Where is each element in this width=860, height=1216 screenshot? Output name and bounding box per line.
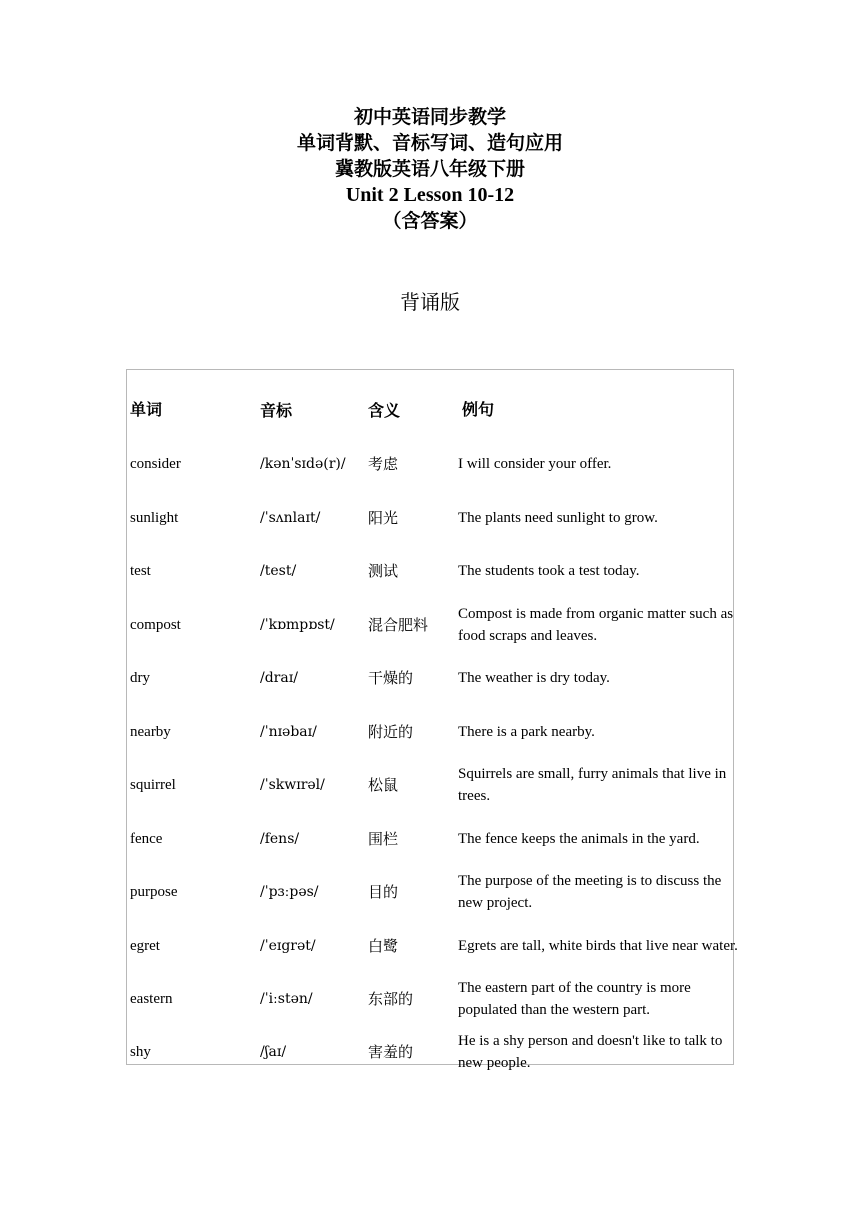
ipa-cell: /ˈsʌnlaɪt/ <box>260 510 321 526</box>
table-row <box>127 544 733 598</box>
meaning-cell: 考虑 <box>368 455 399 473</box>
meaning-cell: 混合肥料 <box>368 616 429 634</box>
word-cell: purpose <box>130 884 178 900</box>
table-row <box>127 1025 733 1079</box>
header-word: 单词 <box>130 402 163 419</box>
word-cell: dry <box>130 670 150 686</box>
ipa-cell: /ˈiːstən/ <box>260 991 313 1007</box>
meaning-cell: 害羞的 <box>368 1043 414 1061</box>
word-cell: shy <box>130 1044 151 1060</box>
ipa-cell: /ʃaɪ/ <box>260 1044 287 1060</box>
title-line-4: Unit 2 Lesson 10-12 <box>345 184 515 206</box>
word-cell: nearby <box>130 724 171 740</box>
word-cell: eastern <box>130 991 173 1007</box>
title-line-3: 冀教版英语八年级下册 <box>334 158 525 180</box>
ipa-cell: /draɪ/ <box>260 670 298 686</box>
meaning-cell: 目的 <box>368 883 399 901</box>
meaning-cell: 干燥的 <box>368 669 414 687</box>
word-cell: consider <box>130 456 181 472</box>
example-cell: The weather is dry today. <box>458 670 610 686</box>
ipa-cell: /ˈskwɪrəl/ <box>260 777 325 793</box>
section-subtitle: 背诵版 <box>400 290 460 314</box>
meaning-cell: 松鼠 <box>368 776 399 794</box>
example-cell: The fence keeps the animals in the yard. <box>458 831 700 847</box>
table-header-row <box>127 384 733 438</box>
table-row <box>127 865 733 919</box>
table-row <box>127 812 733 866</box>
word-cell: egret <box>130 938 160 954</box>
example-cell: The purpose of the meeting is to discuss the new project. <box>458 873 722 911</box>
vocab-table <box>126 369 738 1071</box>
example-cell: The plants need sunlight to grow. <box>458 510 658 526</box>
table-row <box>127 972 733 1026</box>
table-row <box>127 758 733 812</box>
ipa-cell: /ˈkɒmpɒst/ <box>260 617 335 633</box>
word-cell: sunlight <box>130 510 179 526</box>
example-cell: Egrets are tall, white birds that live near water. <box>458 938 738 954</box>
word-cell: squirrel <box>130 777 176 793</box>
ipa-cell: /fens/ <box>260 831 300 847</box>
ipa-cell: /ˈeɪgrət/ <box>260 938 316 954</box>
example-cell: The eastern part of the country is more populated than the western part. <box>458 980 691 1018</box>
word-cell: fence <box>130 831 163 847</box>
document-title <box>0 104 860 234</box>
word-cell: test <box>130 563 151 579</box>
ipa-cell: /kənˈsɪdə(r)/ <box>260 456 346 472</box>
example-cell: There is a park nearby. <box>458 724 595 740</box>
table-row <box>127 705 733 759</box>
table-row <box>127 651 733 705</box>
meaning-cell: 东部的 <box>368 990 414 1008</box>
meaning-cell: 围栏 <box>368 830 399 848</box>
header-ipa: 音标 <box>260 401 293 420</box>
ipa-cell: /ˈnɪəbaɪ/ <box>260 724 317 740</box>
ipa-cell: /ˈpɜːpəs/ <box>260 884 319 900</box>
example-cell: Squirrels are small, furry animals that live in trees. <box>458 766 727 804</box>
title-line-5: （含答案） <box>382 210 478 232</box>
meaning-cell: 测试 <box>368 562 399 580</box>
example-cell: Compost is made from organic matter such as food scraps and leaves. <box>458 606 734 644</box>
word-cell: compost <box>130 617 181 633</box>
title-line-1: 初中英语同步教学 <box>353 106 506 128</box>
example-cell: I will consider your offer. <box>458 456 612 472</box>
table-row <box>127 598 733 652</box>
header-meaning: 含义 <box>368 401 401 420</box>
table-row <box>127 491 733 545</box>
example-cell: He is a shy person and doesn't like to talk to new people. <box>458 1033 723 1071</box>
table-row <box>127 919 738 973</box>
meaning-cell: 阳光 <box>368 509 399 527</box>
table-row <box>127 437 733 491</box>
title-line-2: 单词背默、音标写词、造句应用 <box>296 132 563 154</box>
header-example: 例句 <box>462 402 495 419</box>
meaning-cell: 附近的 <box>368 723 414 741</box>
ipa-cell: /test/ <box>260 563 297 579</box>
meaning-cell: 白鹭 <box>368 937 399 955</box>
example-cell: The students took a test today. <box>458 563 640 579</box>
